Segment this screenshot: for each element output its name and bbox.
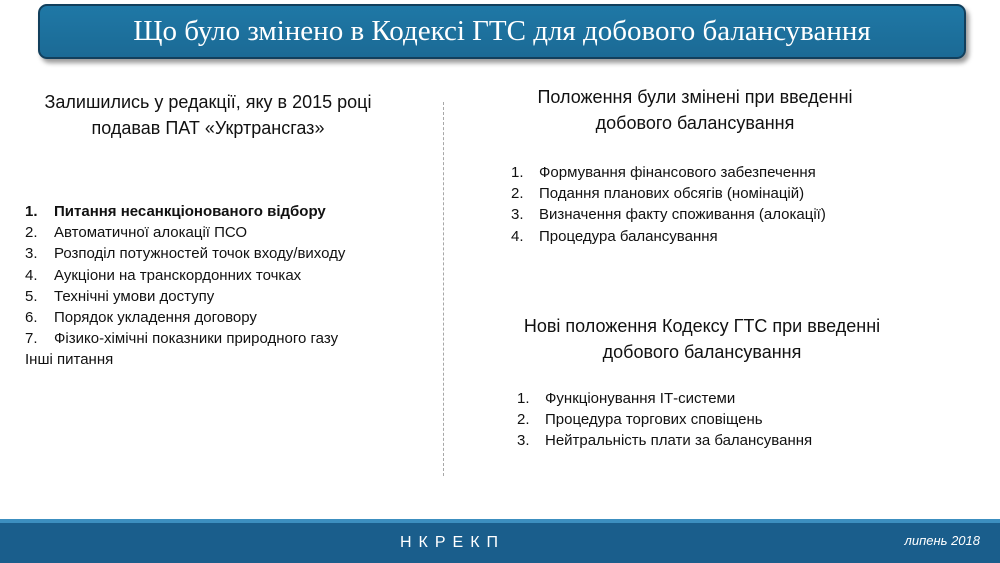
- left-heading: [22, 89, 394, 141]
- list-item: [25, 201, 345, 222]
- item-text: Подання планових обсягів (номінацій): [539, 185, 805, 203]
- list-item: [25, 243, 345, 264]
- changed-heading: [506, 84, 884, 136]
- list-item: [25, 286, 345, 307]
- list-item: [511, 226, 826, 247]
- item-text: Питання несанкціонованого відбору: [54, 203, 326, 220]
- changed-list: [511, 162, 826, 247]
- changed-heading-line-2: добового балансування: [595, 113, 795, 133]
- footer-org: НКРЕКП: [400, 534, 506, 551]
- item-number: 2.: [517, 411, 530, 429]
- new-heading-line-1: Нові положення Кодексу ГТС при введенні: [523, 316, 881, 336]
- item-number: 2.: [25, 224, 38, 242]
- list-item: [517, 409, 812, 430]
- item-number: 1.: [511, 164, 524, 181]
- other-issues: Інші питання: [25, 351, 114, 369]
- list-item: [517, 388, 812, 409]
- list-item: [25, 307, 345, 328]
- item-number: 4.: [511, 227, 524, 245]
- item-number: 1.: [517, 390, 530, 407]
- list-item: [25, 265, 345, 286]
- item-text: Функціонування ІТ-системи: [545, 390, 736, 407]
- item-text: Процедура балансування: [539, 227, 718, 245]
- item-text: Формування фінансового забезпечення: [539, 164, 816, 181]
- item-text: Автоматичної алокації ПСО: [54, 224, 248, 242]
- list-item: [511, 183, 826, 204]
- item-text: Нейтральність плати за балансування: [545, 432, 813, 450]
- item-number: 5.: [25, 287, 38, 305]
- item-text: Технічні умови доступу: [54, 287, 215, 305]
- item-number: 2.: [511, 185, 524, 203]
- item-number: 3.: [25, 245, 38, 263]
- new-provisions-heading: [506, 313, 898, 365]
- column-divider: [443, 102, 444, 476]
- item-number: 3.: [517, 432, 530, 450]
- item-text: Порядок укладення договору: [54, 309, 257, 327]
- left-list: [25, 201, 345, 371]
- list-item: [511, 162, 826, 183]
- page-title: Що було змінено в Кодексі ГТС для добового балансування: [133, 15, 871, 47]
- item-number: 3.: [511, 206, 524, 224]
- footer-date: липень 2018: [904, 533, 980, 548]
- changed-heading-line-1: Положення були змінені при введенні: [537, 87, 853, 107]
- item-number: 4.: [25, 266, 38, 284]
- list-item: [517, 430, 812, 451]
- list-item: [511, 204, 826, 225]
- item-text: Визначення факту споживання (алокації): [539, 206, 826, 224]
- item-text: Процедура торгових сповіщень: [545, 411, 763, 429]
- list-item: [25, 328, 345, 349]
- item-number: 6.: [25, 309, 38, 327]
- item-number: 1.: [25, 203, 38, 220]
- item-number: 7.: [25, 330, 38, 348]
- title-banner: [38, 4, 966, 59]
- item-text: Розподіл потужностей точок входу/виходу: [54, 245, 346, 263]
- left-heading-line-1: Залишились у редакції, яку в 2015 році: [44, 92, 372, 112]
- new-provisions-list: [517, 388, 812, 452]
- new-heading-line-2: добового балансування: [602, 342, 802, 362]
- left-heading-line-2: подавав ПАТ «Укртрансгаз»: [91, 118, 325, 138]
- list-item: [25, 222, 345, 243]
- item-text: Аукціони на транскордонних точках: [54, 266, 302, 284]
- item-text: Фізико-хімічні показники природного газу: [54, 330, 339, 348]
